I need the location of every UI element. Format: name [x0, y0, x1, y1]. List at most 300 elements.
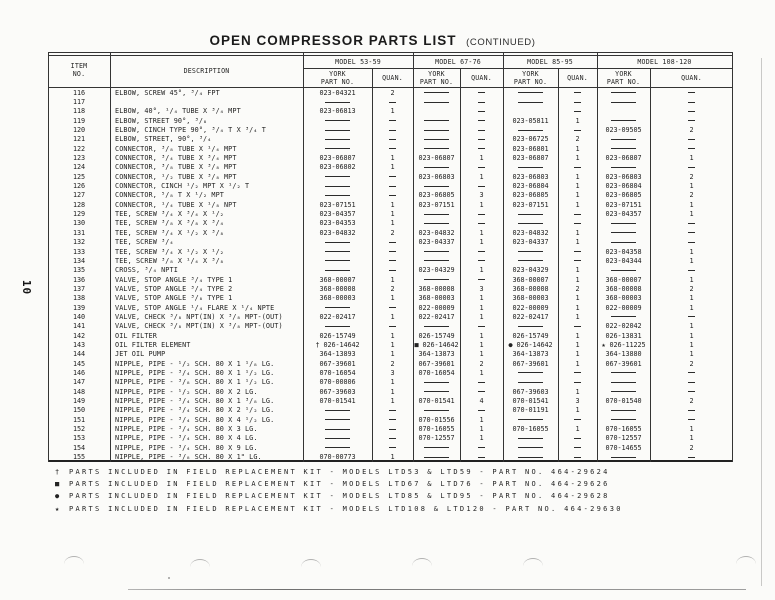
dash-placeholder	[574, 102, 581, 103]
item-no-cell: 150	[73, 406, 85, 415]
dash-placeholder	[574, 251, 581, 252]
part-no-cell	[413, 209, 460, 218]
dash-placeholder	[688, 316, 695, 317]
item-no-cell: 129	[73, 210, 85, 219]
part-no-cell	[413, 452, 460, 461]
item-no-cell: 135	[73, 266, 85, 275]
dash-placeholder	[389, 195, 396, 196]
dash-placeholder	[611, 419, 636, 420]
footnote-text: PARTS INCLUDED IN FIELD REPLACEMENT KIT - MODELS LTD67 & LTD76 - PART NO. 464-29626	[69, 480, 610, 489]
dash-placeholder	[611, 410, 636, 411]
item-no-cell: 125	[73, 172, 85, 181]
part-no-cell: 368-00008	[605, 284, 642, 293]
quan-cell: 1	[479, 434, 484, 443]
quan-cell	[650, 144, 733, 153]
part-no-cell: 070-01191	[512, 406, 549, 415]
quan-cell: 1	[575, 350, 580, 359]
dash-placeholder	[389, 130, 396, 131]
quan-cell	[460, 181, 503, 190]
part-no-cell	[413, 387, 460, 396]
quan-cell: 1	[479, 425, 484, 434]
quan-cell: 2	[689, 359, 694, 368]
quan-cell	[558, 163, 597, 172]
table-row	[48, 125, 733, 134]
quan-cell	[558, 322, 597, 331]
part-no-cell	[597, 97, 650, 106]
quan-cell: 1	[575, 294, 580, 303]
quan-cell	[460, 378, 503, 387]
dash-placeholder	[574, 447, 581, 448]
quan-cell	[558, 219, 597, 228]
table-row	[48, 172, 733, 181]
part-no-cell: 023-04344	[605, 256, 642, 265]
dash-placeholder	[574, 372, 581, 373]
part-no-cell: 368-00007	[512, 275, 549, 284]
dash-placeholder	[389, 438, 396, 439]
dash-placeholder	[325, 447, 350, 448]
description-cell: OIL FILTER ELEMENT	[115, 340, 191, 349]
part-no-cell	[503, 209, 558, 218]
part-no-cell	[413, 163, 460, 172]
part-no-cell	[503, 434, 558, 443]
part-no-label: PART NO.	[419, 78, 454, 87]
dash-placeholder	[478, 186, 485, 187]
quan-cell	[650, 116, 733, 125]
quan-cell: 3	[479, 191, 484, 200]
part-no-cell	[597, 266, 650, 275]
description-cell: ELBOW, STREET 90°, ³/₈	[115, 116, 208, 125]
dash-placeholder	[611, 102, 636, 103]
description-header: DESCRIPTION	[183, 67, 230, 75]
part-no-cell: 070-16055	[418, 425, 455, 434]
dash-placeholder	[574, 438, 581, 439]
dash-placeholder	[478, 260, 485, 261]
part-no-cell	[303, 415, 372, 424]
quan-cell	[558, 247, 597, 256]
part-no-cell	[503, 368, 558, 377]
quan-cell: 2	[689, 397, 694, 406]
item-no-cell: 119	[73, 116, 85, 125]
quan-cell	[460, 406, 503, 415]
part-no-cell: 067-39601	[418, 359, 455, 368]
quan-cell: 1	[689, 256, 694, 265]
quan-cell: 1	[390, 107, 395, 116]
dash-placeholder	[688, 111, 695, 112]
quan-cell	[650, 135, 733, 144]
quan-cell: 1	[479, 294, 484, 303]
part-no-cell: 070-16054	[319, 368, 356, 377]
dash-placeholder	[389, 139, 396, 140]
description-cell: NIPPLE, PIPE - ³/₈ SCH. 80 X 1 ¹/₂ LG.	[115, 378, 275, 387]
part-no-cell: 026-13831	[605, 331, 642, 340]
part-no-cell: 023-06803	[418, 172, 455, 181]
quan-cell: 1	[575, 172, 580, 181]
description-cell: TEE, SCREW ³/₈ X ³/₈ X ³/₄	[115, 219, 224, 228]
description-cell: CONNECTOR, ³/₈ TUBE X ³/₈ MPT	[115, 163, 237, 172]
part-no-cell: 023-04329	[512, 266, 549, 275]
quan-cell: 2	[689, 126, 694, 135]
quan-cell	[558, 415, 597, 424]
quan-cell: 1	[479, 238, 484, 247]
quan-cell	[558, 434, 597, 443]
quan-cell: 1	[390, 378, 395, 387]
dash-placeholder	[688, 270, 695, 271]
dash-placeholder	[478, 139, 485, 140]
quan-cell	[372, 322, 413, 331]
quan-cell: 1	[575, 331, 580, 340]
dash-placeholder	[424, 214, 449, 215]
quan-cell: 3	[575, 397, 580, 406]
description-cell: ELBOW, SCREW 45°, ³/₄ FPT	[115, 88, 220, 97]
quan-cell: 2	[390, 88, 395, 97]
part-no-cell	[503, 219, 558, 228]
table-row	[48, 284, 733, 293]
dash-placeholder	[611, 391, 636, 392]
dash-placeholder	[688, 167, 695, 168]
item-no-cell: 117	[73, 98, 85, 107]
part-no-cell	[413, 247, 460, 256]
dash-placeholder	[325, 148, 350, 149]
part-no-cell	[413, 97, 460, 106]
quan-cell: 3	[479, 284, 484, 293]
table-body	[48, 88, 733, 462]
quan-cell: 1	[575, 191, 580, 200]
dash-placeholder	[389, 242, 396, 243]
item-no-cell: 147	[73, 378, 85, 387]
part-no-cell	[597, 163, 650, 172]
dash-placeholder	[611, 223, 636, 224]
quan-cell	[460, 163, 503, 172]
part-no-cell	[597, 88, 650, 97]
footnote-kit-67-76	[55, 480, 623, 492]
quan-cell: 1	[479, 331, 484, 340]
part-no-cell: 023-06805	[418, 191, 455, 200]
dash-placeholder	[389, 429, 396, 430]
quan-cell: 1	[689, 303, 694, 312]
quan-cell	[650, 452, 733, 461]
part-no-cell: ■ 026-14642	[414, 340, 459, 349]
footnotes	[55, 468, 623, 517]
quan-cell	[558, 256, 597, 265]
dash-placeholder	[389, 102, 396, 103]
part-no-cell: 070-01556	[418, 415, 455, 424]
footnote-kit-108-120	[55, 505, 623, 517]
quan-cell	[460, 387, 503, 396]
quan-cell: 1	[575, 182, 580, 191]
part-no-cell	[303, 191, 372, 200]
part-no-cell	[597, 116, 650, 125]
part-no-cell	[413, 116, 460, 125]
quan-cell	[372, 406, 413, 415]
quan-cell: 2	[689, 172, 694, 181]
part-no-header-1	[303, 70, 372, 87]
part-no-cell: 023-06725	[512, 135, 549, 144]
part-no-cell: 368-00003	[319, 294, 356, 303]
dash-placeholder	[611, 148, 636, 149]
item-no-cell: 142	[73, 331, 85, 340]
table-row	[48, 359, 733, 368]
item-no-cell: 145	[73, 359, 85, 368]
footnote-kit-53-59	[55, 468, 623, 480]
part-no-header-2	[413, 70, 460, 87]
part-no-cell	[597, 144, 650, 153]
dash-placeholder	[389, 410, 396, 411]
table-row	[48, 424, 733, 433]
table-row	[48, 312, 733, 321]
dash-placeholder	[424, 382, 449, 383]
item-no-cell: 126	[73, 182, 85, 191]
dash-placeholder	[478, 251, 485, 252]
part-no-cell	[303, 443, 372, 452]
scan-artifact-arc	[523, 558, 543, 566]
part-no-cell	[413, 219, 460, 228]
part-no-cell: 023-09505	[605, 126, 642, 135]
part-no-cell: 070-01541	[512, 397, 549, 406]
part-no-cell: 022-02417	[418, 312, 455, 321]
quan-cell: 1	[575, 406, 580, 415]
table-row	[48, 107, 733, 116]
description-cell: TEE, SCREW ³/₄ X ¹/₂ X ³/₈	[115, 228, 224, 237]
part-no-cell: 022-00009	[418, 303, 455, 312]
part-no-cell	[303, 256, 372, 265]
quan-cell: 2	[390, 359, 395, 368]
quan-cell: 1	[575, 228, 580, 237]
item-no-cell: 141	[73, 322, 85, 331]
dash-placeholder	[325, 429, 350, 430]
description-cell: VALVE, CHECK ³/₈ NPT(IN) X ³/₈ MPT-(OUT)	[115, 312, 283, 321]
dash-placeholder	[389, 326, 396, 327]
dash-placeholder	[478, 382, 485, 383]
part-no-cell	[503, 378, 558, 387]
description-cell: ELBOW, 40°, ¹/₄ TUBE X ³/₄ MPT	[115, 107, 241, 116]
table-row	[48, 275, 733, 284]
item-no-cell: 148	[73, 387, 85, 396]
table-row	[48, 331, 733, 340]
description-cell: CONNECTOR, ¹/₄ TUBE X ¹/₈ NPT	[115, 200, 237, 209]
quan-cell	[460, 219, 503, 228]
part-no-cell	[503, 125, 558, 134]
part-no-cell: 067-39601	[605, 359, 642, 368]
description-cell: VALVE, STOP ANGLE ¹/₄ FLARE X ¹/₄ NPTE	[115, 303, 275, 312]
quan-cell: 1	[390, 387, 395, 396]
dash-placeholder	[574, 130, 581, 131]
dash-placeholder	[478, 326, 485, 327]
part-no-cell	[597, 135, 650, 144]
part-no-cell: 070-16055	[512, 425, 549, 434]
part-no-cell	[413, 322, 460, 331]
quan-cell	[460, 107, 503, 116]
quan-cell: 1	[689, 425, 694, 434]
part-no-cell	[413, 406, 460, 415]
item-no-cell: 155	[73, 453, 85, 462]
dash-placeholder	[688, 148, 695, 149]
description-cell: VALVE, STOP ANGLE ³/₈ TYPE 1	[115, 294, 233, 303]
dash-placeholder	[574, 326, 581, 327]
quan-cell: 1	[575, 116, 580, 125]
part-no-cell	[413, 144, 460, 153]
quan-cell: 1	[575, 154, 580, 163]
description-cell	[110, 97, 303, 106]
quan-cell	[372, 97, 413, 106]
part-no-cell	[503, 322, 558, 331]
part-no-cell	[597, 228, 650, 237]
quan-cell: 1	[575, 387, 580, 396]
item-no-cell: 132	[73, 238, 85, 247]
quan-cell	[372, 135, 413, 144]
dash-placeholder	[325, 419, 350, 420]
item-no-cell: 120	[73, 126, 85, 135]
item-no-cell: 122	[73, 144, 85, 153]
quan-cell	[650, 88, 733, 97]
table-row	[48, 350, 733, 359]
quan-cell: 1	[479, 200, 484, 209]
dash-placeholder	[518, 372, 543, 373]
dash-placeholder	[611, 316, 636, 317]
quan-cell	[558, 97, 597, 106]
table-row	[48, 88, 733, 97]
dash-placeholder	[518, 457, 543, 458]
dash-placeholder	[611, 92, 636, 93]
dash-placeholder	[574, 167, 581, 168]
description-cell: ELBOW, STREET, 90°, ³/₄	[115, 135, 212, 144]
part-no-cell: † 026-14642	[315, 340, 360, 349]
description-cell: JET OIL PUMP	[115, 350, 166, 359]
quan-cell: 1	[575, 200, 580, 209]
model-header-underline	[303, 68, 733, 69]
quan-cell	[372, 303, 413, 312]
quan-header-2: QUAN.	[471, 74, 492, 82]
quan-cell	[558, 378, 597, 387]
description-cell: TEE, SCREW ³/₄ X ³/₄ X ¹/₂	[115, 210, 224, 219]
quan-cell: 1	[390, 219, 395, 228]
item-header-line2: NO.	[72, 70, 86, 79]
part-no-cell: 022-00009	[512, 303, 549, 312]
quan-cell	[372, 434, 413, 443]
dash-placeholder	[424, 186, 449, 187]
dash-placeholder	[325, 410, 350, 411]
quan-cell	[372, 181, 413, 190]
dash-placeholder	[325, 120, 350, 121]
part-no-cell	[413, 378, 460, 387]
description-cell: VALVE, STOP ANGLE ³/₄ TYPE 1	[115, 275, 233, 284]
part-no-cell: 023-06805	[605, 191, 642, 200]
quan-cell: 1	[479, 415, 484, 424]
dash-placeholder	[518, 167, 543, 168]
part-no-cell: 368-00003	[512, 294, 549, 303]
description-cell: NIPPLE, PIPE - ¹/₂ SCH. 80 X 2 LG.	[115, 387, 258, 396]
quan-cell: 1	[689, 210, 694, 219]
table-row	[48, 452, 733, 461]
quan-cell: 1	[575, 275, 580, 284]
dash-placeholder	[389, 447, 396, 448]
part-no-cell: 023-06807	[512, 154, 549, 163]
quan-cell	[460, 125, 503, 134]
item-no-cell: 140	[73, 312, 85, 321]
dash-placeholder	[424, 251, 449, 252]
quan-cell: 1	[575, 303, 580, 312]
table-row	[48, 219, 733, 228]
dash-placeholder	[574, 223, 581, 224]
part-no-cell	[303, 303, 372, 312]
description-cell: TEE, SCREW ³/₄	[115, 238, 174, 247]
dash-placeholder	[478, 148, 485, 149]
part-no-cell	[303, 434, 372, 443]
circle-icon: ●	[55, 492, 60, 501]
description-cell: CONNECTOR, ³/₈ TUBE X ¹/₄ MPT	[115, 144, 237, 153]
description-cell: NIPPLE, PIPE - ³/₄ SCH. 80 X 4 ¹/₂ LG.	[115, 415, 275, 424]
footnote-text: PARTS INCLUDED IN FIELD REPLACEMENT KIT - MODELS LTD85 & LTD95 - PART NO. 464-29628	[69, 492, 610, 501]
quan-header-4: QUAN.	[681, 74, 702, 82]
part-no-cell: 070-01541	[319, 397, 356, 406]
part-no-cell	[303, 116, 372, 125]
item-no-cell: 134	[73, 256, 85, 265]
part-no-cell: 023-06807	[418, 154, 455, 163]
page-title-main: OPEN COMPRESSOR PARTS LIST	[209, 33, 457, 48]
part-no-cell: 067-39601	[319, 359, 356, 368]
dash-placeholder	[389, 307, 396, 308]
quan-cell: 1	[479, 350, 484, 359]
quan-cell: 1	[575, 144, 580, 153]
quan-cell	[558, 452, 597, 461]
quan-cell: 1	[479, 228, 484, 237]
part-no-cell: 067-39601	[512, 359, 549, 368]
dash-placeholder	[574, 92, 581, 93]
item-no-cell: 131	[73, 228, 85, 237]
part-no-label: PART NO.	[606, 78, 641, 87]
part-no-cell: 067-39603	[319, 387, 356, 396]
quan-cell	[558, 88, 597, 97]
dash-placeholder	[325, 326, 350, 327]
part-no-cell: 023-06807	[605, 154, 642, 163]
table-row	[48, 97, 733, 106]
table-top-rule	[48, 55, 733, 56]
quan-cell	[460, 443, 503, 452]
part-no-cell	[413, 275, 460, 284]
description-cell: NIPPLE, PIPE - ³/₄ SCH. 80 X 1 ¹/₂ LG.	[115, 368, 275, 377]
part-no-cell	[597, 368, 650, 377]
dash-placeholder	[611, 120, 636, 121]
dash-placeholder	[688, 457, 695, 458]
dash-placeholder	[518, 447, 543, 448]
part-no-cell: 022-02417	[512, 312, 549, 321]
description-cell: NIPPLE, PIPE - ³/₄ SCH. 80 X 4 LG.	[115, 434, 258, 443]
item-no-cell: 139	[73, 303, 85, 312]
description-cell: VALVE, STOP ANGLE ³/₄ TYPE 2	[115, 284, 233, 293]
table-row	[48, 266, 733, 275]
quan-cell: 1	[390, 275, 395, 284]
quan-cell	[650, 219, 733, 228]
quan-cell: 1	[689, 247, 694, 256]
dash-placeholder	[325, 186, 350, 187]
quan-cell	[650, 387, 733, 396]
dash-placeholder	[424, 410, 449, 411]
part-no-cell	[503, 247, 558, 256]
part-no-cell	[503, 97, 558, 106]
dash-placeholder	[478, 410, 485, 411]
square-icon: ■	[55, 480, 60, 489]
part-no-cell	[303, 144, 372, 153]
quan-cell	[650, 406, 733, 415]
part-no-cell: 070-14655	[605, 443, 642, 452]
description-cell: OIL FILTER	[115, 331, 157, 340]
part-no-cell: 022-00009	[605, 303, 642, 312]
part-no-cell: 070-00806	[319, 378, 356, 387]
table-row	[48, 303, 733, 312]
dash-placeholder	[611, 382, 636, 383]
part-no-cell: 023-04321	[319, 88, 356, 97]
part-no-cell: 023-07151	[319, 200, 356, 209]
dash-placeholder	[424, 260, 449, 261]
